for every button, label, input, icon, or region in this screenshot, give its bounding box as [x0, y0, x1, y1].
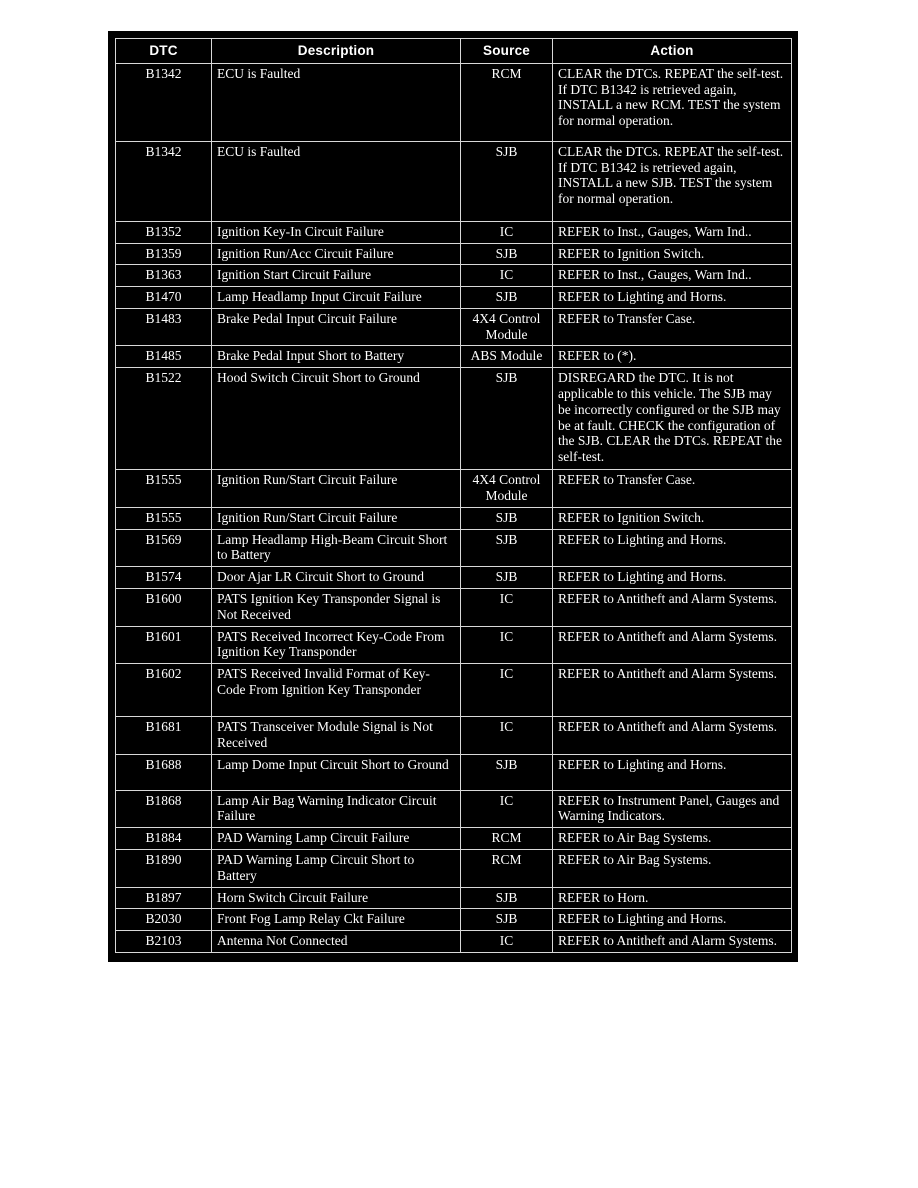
cell-source: IC	[461, 221, 553, 243]
cell-source: 4X4 Control Module	[461, 470, 553, 508]
cell-action: REFER to Ignition Switch.	[553, 507, 792, 529]
table-row	[116, 141, 792, 221]
table-row	[116, 626, 792, 664]
cell-description: Ignition Run/Start Circuit Failure	[212, 470, 461, 508]
cell-action: DISREGARD the DTC. It is not applicable to this vehicle. The SJB may be incorrectly configured or the SJB may be at fault. CHECK the configuration of the SJB. CLEAR the DTCs. REPEAT the self-test.	[553, 368, 792, 470]
cell-action: REFER to Horn.	[553, 887, 792, 909]
cell-action: REFER to Antitheft and Alarm Systems.	[553, 931, 792, 953]
cell-source: IC	[461, 588, 553, 626]
table-row	[116, 529, 792, 567]
cell-source: IC	[461, 626, 553, 664]
cell-description: Door Ajar LR Circuit Short to Ground	[212, 567, 461, 589]
table-row	[116, 368, 792, 470]
cell-action: REFER to Antitheft and Alarm Systems.	[553, 664, 792, 717]
cell-dtc: B2103	[116, 931, 212, 953]
column-header-dtc: DTC	[116, 39, 212, 64]
cell-description: Antenna Not Connected	[212, 931, 461, 953]
cell-dtc: B1522	[116, 368, 212, 470]
cell-description: Front Fog Lamp Relay Ckt Failure	[212, 909, 461, 931]
cell-source: SJB	[461, 529, 553, 567]
table-row	[116, 828, 792, 850]
cell-description: PATS Received Invalid Format of Key-Code From Ignition Key Transponder	[212, 664, 461, 717]
cell-dtc: B1569	[116, 529, 212, 567]
table-row	[116, 287, 792, 309]
table-row	[116, 849, 792, 887]
cell-dtc: B1342	[116, 63, 212, 141]
table-body	[116, 63, 792, 952]
table-row	[116, 664, 792, 717]
cell-source: 4X4 Control Module	[461, 308, 553, 346]
cell-description: Ignition Start Circuit Failure	[212, 265, 461, 287]
cell-source: RCM	[461, 63, 553, 141]
table-row	[116, 567, 792, 589]
cell-action: REFER to Ignition Switch.	[553, 243, 792, 265]
cell-dtc: B1485	[116, 346, 212, 368]
cell-action: REFER to Transfer Case.	[553, 308, 792, 346]
cell-description: Lamp Air Bag Warning Indicator Circuit Failure	[212, 790, 461, 828]
cell-description: PATS Received Incorrect Key-Code From Ignition Key Transponder	[212, 626, 461, 664]
cell-source: SJB	[461, 243, 553, 265]
cell-description: Lamp Headlamp High-Beam Circuit Short to Battery	[212, 529, 461, 567]
cell-source: SJB	[461, 287, 553, 309]
cell-action: REFER to Inst., Gauges, Warn Ind..	[553, 221, 792, 243]
cell-description: Horn Switch Circuit Failure	[212, 887, 461, 909]
table-row	[116, 470, 792, 508]
cell-description: PATS Transceiver Module Signal is Not Received	[212, 717, 461, 755]
cell-dtc: B1574	[116, 567, 212, 589]
column-header-description: Description	[212, 39, 461, 64]
dtc-table-panel	[108, 31, 798, 982]
table-row	[116, 931, 792, 953]
cell-dtc: B1470	[116, 287, 212, 309]
cell-dtc: B2030	[116, 909, 212, 931]
table-row	[116, 346, 792, 368]
cell-dtc: B1868	[116, 790, 212, 828]
cell-action: REFER to Lighting and Horns.	[553, 529, 792, 567]
cell-description: Brake Pedal Input Circuit Failure	[212, 308, 461, 346]
cell-action: REFER to Inst., Gauges, Warn Ind..	[553, 265, 792, 287]
table-row	[116, 717, 792, 755]
cell-action: REFER to Instrument Panel, Gauges and Warning Indicators.	[553, 790, 792, 828]
dtc-table	[115, 38, 792, 953]
cell-description: Ignition Run/Acc Circuit Failure	[212, 243, 461, 265]
cell-action: CLEAR the DTCs. REPEAT the self-test. If DTC B1342 is retrieved again, INSTALL a new RCM. TEST the system for normal operation.	[553, 63, 792, 141]
cell-description: PATS Ignition Key Transponder Signal is Not Received	[212, 588, 461, 626]
cell-source: SJB	[461, 887, 553, 909]
cell-dtc: B1483	[116, 308, 212, 346]
cell-action: REFER to (*).	[553, 346, 792, 368]
cell-action: REFER to Lighting and Horns.	[553, 287, 792, 309]
cell-action: CLEAR the DTCs. REPEAT the self-test. If DTC B1342 is retrieved again, INSTALL a new SJB. TEST the system for normal operation.	[553, 141, 792, 221]
cell-dtc: B1688	[116, 754, 212, 790]
column-header-action: Action	[553, 39, 792, 64]
table-row	[116, 909, 792, 931]
table-row	[116, 63, 792, 141]
table-row	[116, 790, 792, 828]
cell-dtc: B1890	[116, 849, 212, 887]
cell-source: SJB	[461, 754, 553, 790]
cell-dtc: B1681	[116, 717, 212, 755]
cell-dtc: B1897	[116, 887, 212, 909]
cell-action: REFER to Lighting and Horns.	[553, 909, 792, 931]
cell-description: Brake Pedal Input Short to Battery	[212, 346, 461, 368]
cell-source: ABS Module	[461, 346, 553, 368]
table-footnote: (*) Antilock Brakes / Traction Control Systems	[223, 967, 478, 982]
table-row	[116, 588, 792, 626]
cell-dtc: B1359	[116, 243, 212, 265]
cell-dtc: B1602	[116, 664, 212, 717]
cell-source: SJB	[461, 141, 553, 221]
table-header	[116, 39, 792, 64]
column-header-source: Source	[461, 39, 553, 64]
cell-action: REFER to Antitheft and Alarm Systems.	[553, 717, 792, 755]
table-row	[116, 243, 792, 265]
cell-dtc: B1555	[116, 470, 212, 508]
cell-description: PAD Warning Lamp Circuit Short to Battery	[212, 849, 461, 887]
cell-description: Lamp Dome Input Circuit Short to Ground	[212, 754, 461, 790]
cell-source: SJB	[461, 368, 553, 470]
cell-description: ECU is Faulted	[212, 63, 461, 141]
cell-dtc: B1363	[116, 265, 212, 287]
cell-source: IC	[461, 790, 553, 828]
cell-source: IC	[461, 664, 553, 717]
cell-source: SJB	[461, 567, 553, 589]
cell-description: ECU is Faulted	[212, 141, 461, 221]
cell-source: IC	[461, 265, 553, 287]
cell-dtc: B1601	[116, 626, 212, 664]
cell-description: Ignition Run/Start Circuit Failure	[212, 507, 461, 529]
cell-description: PAD Warning Lamp Circuit Failure	[212, 828, 461, 850]
cell-source: SJB	[461, 909, 553, 931]
cell-dtc: B1884	[116, 828, 212, 850]
table-row	[116, 221, 792, 243]
cell-action: REFER to Lighting and Horns.	[553, 567, 792, 589]
table-row	[116, 308, 792, 346]
cell-action: REFER to Air Bag Systems.	[553, 828, 792, 850]
table-row	[116, 265, 792, 287]
cell-source: IC	[461, 931, 553, 953]
cell-action: REFER to Antitheft and Alarm Systems.	[553, 626, 792, 664]
table-header-row	[116, 39, 792, 64]
table-row	[116, 507, 792, 529]
cell-action: REFER to Lighting and Horns.	[553, 754, 792, 790]
cell-source: IC	[461, 717, 553, 755]
table-row	[116, 887, 792, 909]
cell-source: SJB	[461, 507, 553, 529]
cell-source: RCM	[461, 849, 553, 887]
cell-description: Hood Switch Circuit Short to Ground	[212, 368, 461, 470]
cell-dtc: B1342	[116, 141, 212, 221]
cell-description: Ignition Key-In Circuit Failure	[212, 221, 461, 243]
cell-dtc: B1555	[116, 507, 212, 529]
cell-source: RCM	[461, 828, 553, 850]
cell-dtc: B1600	[116, 588, 212, 626]
table-row	[116, 754, 792, 790]
cell-action: REFER to Air Bag Systems.	[553, 849, 792, 887]
cell-action: REFER to Antitheft and Alarm Systems.	[553, 588, 792, 626]
cell-dtc: B1352	[116, 221, 212, 243]
cell-description: Lamp Headlamp Input Circuit Failure	[212, 287, 461, 309]
cell-action: REFER to Transfer Case.	[553, 470, 792, 508]
